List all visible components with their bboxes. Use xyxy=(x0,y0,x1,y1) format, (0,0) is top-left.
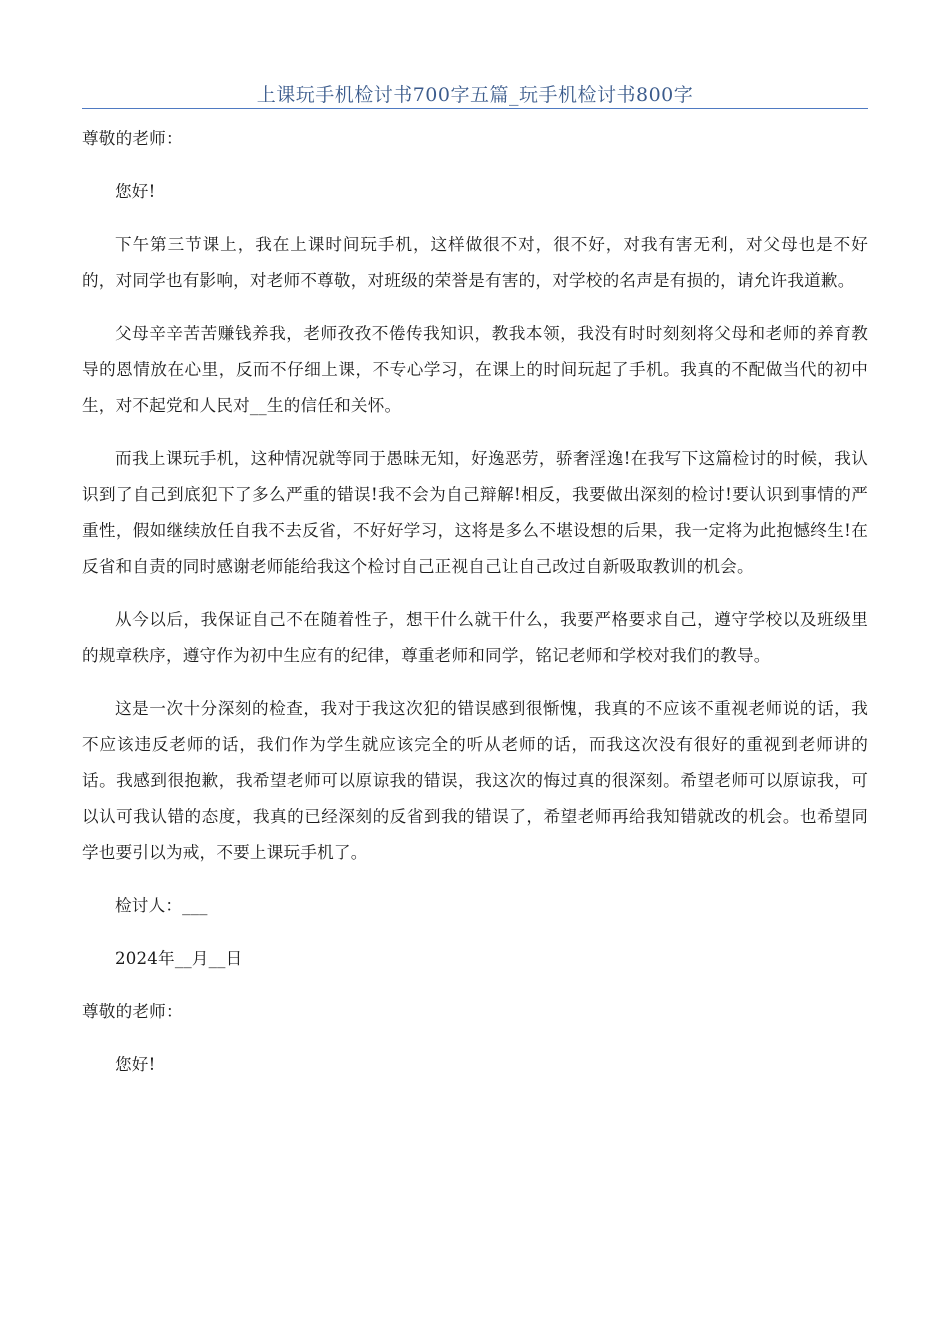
salutation: 尊敬的老师： xyxy=(82,129,183,148)
paragraph: 父母辛辛苦苦赚钱养我，老师孜孜不倦传我知识，教我本领，我没有时时刻刻将父母和老师的养育教导的恩情放在心里，反而不仔细上课，不专心学习，在课上的时间玩起了手机。我真的不配做当代的初中生，对不起党和人民对__生的信任和关怀。 xyxy=(82,324,868,415)
letter-body xyxy=(82,121,868,1083)
header-divider xyxy=(82,108,868,109)
paragraph: 这是一次十分深刻的检查，我对于我这次犯的错误感到很惭愧，我真的不应该不重视老师说的话，我不应该违反老师的话，我们作为学生就应该完全的听从老师的话，而我这次没有很好的重视到老师讲的话。我感到很抱歉，我希望老师可以原谅我的错误，我这次的悔过真的很深刻。希望老师可以原谅我，可以认可我认错的态度，我真的已经深刻的反省到我的错误了，希望老师再给我知错就改的机会。也希望同学也要引以为戒，不要上课玩手机了。 xyxy=(82,699,868,862)
signer-line: 检讨人：___ xyxy=(115,896,208,915)
paragraph: 下午第三节课上，我在上课时间玩手机，这样做很不对，很不好，对我有害无利，对父母也是不好的，对同学也有影响，对老师不尊敬，对班级的荣誉是有害的，对学校的名声是有损的，请允许我道歉。 xyxy=(82,235,868,290)
paragraph: 从今以后，我保证自己不在随着性子，想干什么就干什么，我要严格要求自己，遵守学校以及班级里的规章秩序，遵守作为初中生应有的纪律，尊重老师和同学，铭记老师和学校对我们的教导。 xyxy=(82,610,868,665)
page-title: 上课玩手机检讨书700字五篇_玩手机检讨书800字 xyxy=(256,84,694,106)
date-line: 2024年__月__日 xyxy=(115,949,243,968)
salutation-second-letter: 尊敬的老师： xyxy=(82,1002,183,1021)
greeting: 您好! xyxy=(115,182,156,201)
greeting-second-letter: 您好! xyxy=(115,1055,156,1074)
paragraph: 而我上课玩手机，这种情况就等同于愚昧无知，好逸恶劳，骄奢淫逸!在我写下这篇检讨的时候，我认识到了自己到底犯下了多么严重的错误!我不会为自己辩解!相反，我要做出深刻的检讨!要认识到事情的严重性，假如继续放任自我不去反省，不好好学习，这将是多么不堪设想的后果，我一定将为此抱憾终生!在反省和自责的同时感谢老师能给我这个检讨自己正视自己让自己改过自新吸取教训的机会。 xyxy=(82,449,868,576)
